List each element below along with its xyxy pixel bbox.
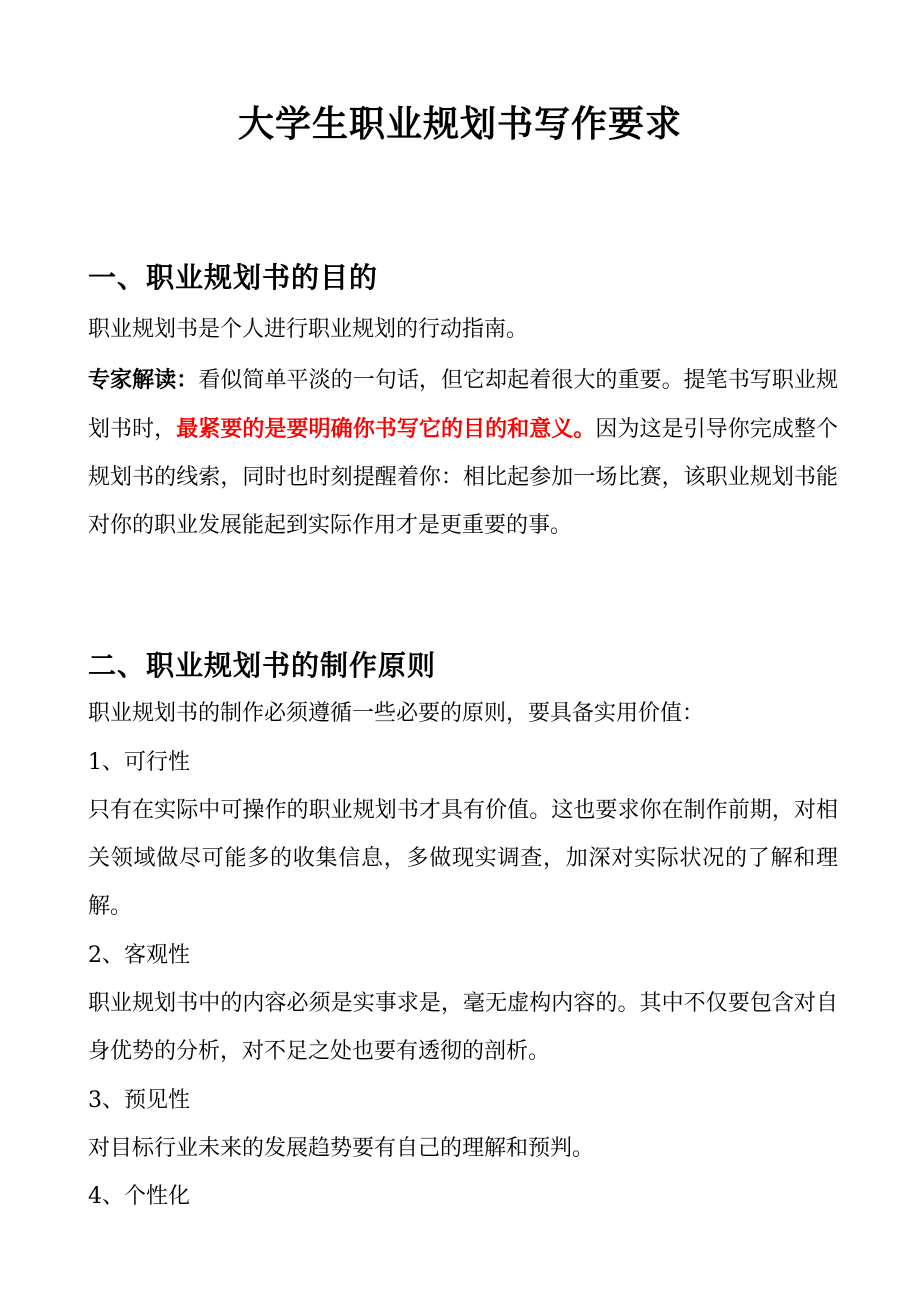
- principle-feasibility: [88, 739, 838, 931]
- paragraph-definition: [88, 306, 838, 354]
- definition-text: 职业规划书是个人进行职业规划的行动指南。: [88, 317, 529, 342]
- section-heading: 一、职业规划书的目的: [88, 261, 379, 294]
- principles-intro: 职业规划书的制作必须遵循一些必要的原则，要具备实用价值：: [88, 701, 705, 726]
- document-title: 大学生职业规划书写作要求: [237, 103, 682, 145]
- expert-text-part1: 看似简单平淡的一句话，但它却起着很大的重要。提笔书写职业规划书时，: [88, 368, 838, 442]
- principle-objectivity: [88, 932, 838, 1076]
- section-principles: [88, 646, 838, 686]
- principle-text: 职业规划书中的内容必须是实事求是，毫无虚构内容的。其中不仅要包含对自身优势的分析，对不足之处也要有透彻的剖析。: [88, 991, 838, 1064]
- principle-title: 4、个性化: [88, 1184, 190, 1209]
- principle-title: 3、预见性: [88, 1088, 190, 1113]
- section-heading: 二、职业规划书的制作原则: [88, 649, 437, 682]
- section-purpose: [88, 258, 838, 298]
- principle-text: 只有在实际中可操作的职业规划书才具有价值。这也要求你在制作前期，对相关领域做尽可能多的收集信息，多做现实调查，加深对实际状况的了解和理解。: [88, 798, 838, 919]
- expert-text-part2: 因为这是引导你完成整个规划书的线索，同时也时刻提醒着你：相比起参加一场比赛，该职业规划书能对你的职业发展能起到实际作用才是更重要的事。: [88, 417, 838, 538]
- principle-title: 2、客观性: [88, 943, 190, 968]
- principle-text: 对目标行业未来的发展趋势要有自己的理解和预判。: [88, 1136, 595, 1161]
- principle-title: 1、可行性: [88, 750, 190, 775]
- expert-highlight: 最紧要的是要明确你书写它的目的和意义。: [176, 416, 596, 442]
- principle-foresight: [88, 1077, 838, 1173]
- paragraph-principles-intro: [88, 690, 838, 738]
- expert-paragraph: [88, 356, 838, 550]
- expert-label: 专家解读：: [88, 367, 199, 393]
- principle-personalization: [88, 1173, 838, 1221]
- paragraph-expert-reading: [88, 356, 838, 550]
